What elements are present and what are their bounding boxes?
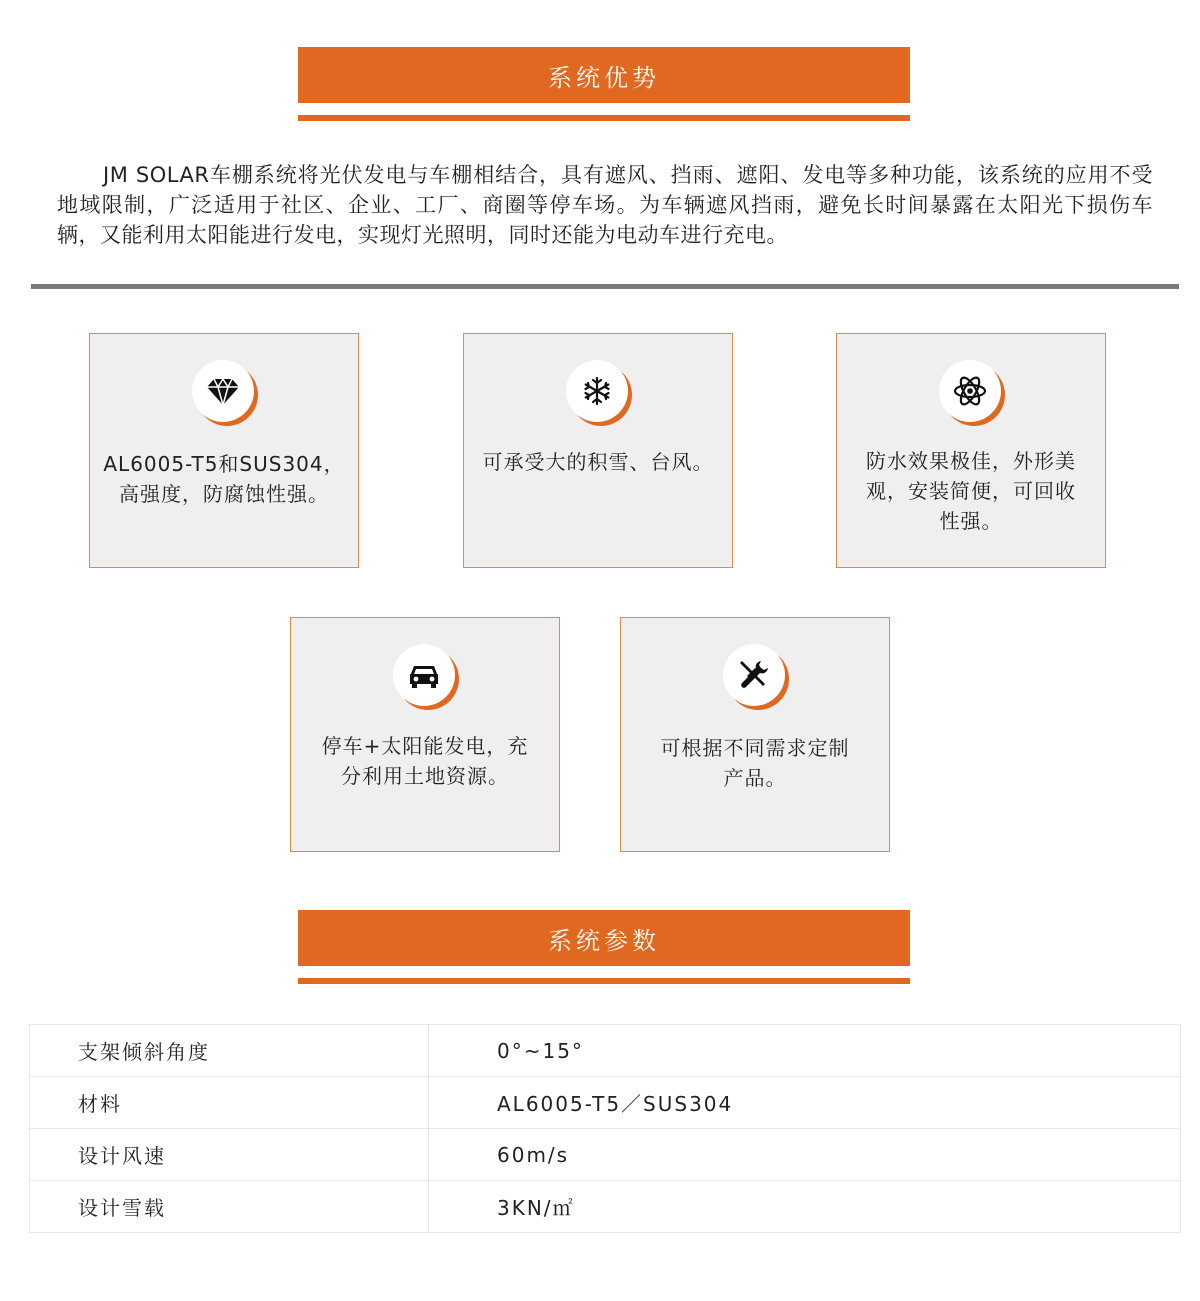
params-table bbox=[29, 1024, 1181, 1233]
feature-icon-badge bbox=[192, 360, 258, 426]
param-value: 3KN/㎡ bbox=[429, 1181, 1181, 1233]
params-banner-underline bbox=[298, 978, 910, 984]
feature-icon-badge bbox=[939, 360, 1005, 426]
feature-card-snow-wind bbox=[463, 333, 733, 568]
section-divider bbox=[31, 284, 1179, 289]
car-icon bbox=[406, 657, 442, 693]
feature-card-material bbox=[89, 333, 359, 568]
advantages-title: 系统优势 bbox=[548, 63, 660, 92]
feature-card-parking-solar bbox=[290, 617, 560, 852]
param-value: 60m/s bbox=[429, 1129, 1181, 1181]
table-row bbox=[30, 1129, 1181, 1181]
feature-text: AL6005-T5和SUS304， 高强度，防腐蚀性强。 bbox=[103, 452, 345, 506]
feature-icon-badge bbox=[393, 644, 459, 710]
param-name: 设计风速 bbox=[30, 1129, 429, 1181]
table-row bbox=[30, 1181, 1181, 1233]
param-value: 0°~15° bbox=[429, 1025, 1181, 1077]
feature-text: 可承受大的积雪、台风。 bbox=[482, 450, 714, 474]
intro-paragraph: JM SOLAR车棚系统将光伏发电与车棚相结合，具有遮风、挡雨、遮阳、发电等多种功能，该系统的应用不受地域限制，广泛适用于社区、企业、工厂、商圈等停车场。为车辆遮风挡雨，避免长时间暴露在太阳光下损伤车辆，又能利用太阳能进行发电，实现灯光照明，同时还能为电动车进行充电。 bbox=[57, 163, 1153, 247]
feature-text: 可根据不同需求定制 产品。 bbox=[660, 736, 850, 790]
snowflake-icon bbox=[579, 373, 615, 409]
diamond-icon bbox=[205, 373, 241, 409]
feature-card-waterproof bbox=[836, 333, 1106, 568]
param-value: AL6005-T5／SUS304 bbox=[429, 1077, 1181, 1129]
param-name: 支架倾斜角度 bbox=[30, 1025, 429, 1077]
feature-text: 停车+太阳能发电，充 分利用土地资源。 bbox=[321, 734, 529, 788]
feature-card-custom bbox=[620, 617, 890, 852]
params-title: 系统参数 bbox=[548, 926, 660, 955]
param-name: 材料 bbox=[30, 1077, 429, 1129]
table-row bbox=[30, 1077, 1181, 1129]
feature-icon-badge bbox=[566, 360, 632, 426]
params-banner bbox=[298, 910, 910, 966]
param-name: 设计雪载 bbox=[30, 1181, 429, 1233]
feature-icon-badge bbox=[723, 644, 789, 710]
atom-icon bbox=[952, 373, 988, 409]
advantages-banner bbox=[298, 47, 910, 103]
tools-icon bbox=[736, 657, 772, 693]
advantages-banner-underline bbox=[298, 115, 910, 121]
feature-text: 防水效果极佳，外形美 观，安装简便，可回收 性强。 bbox=[866, 449, 1076, 533]
table-row bbox=[30, 1025, 1181, 1077]
